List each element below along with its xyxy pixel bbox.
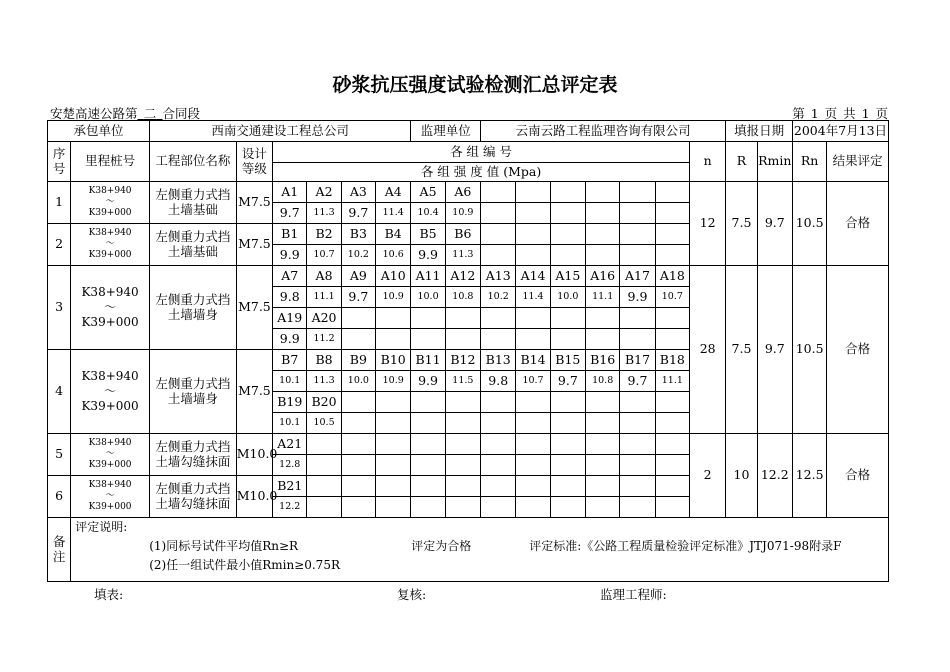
summary-n: 2 bbox=[689, 434, 725, 518]
row-location: 左侧重力式挡土墙勾缝抹面 bbox=[149, 476, 236, 518]
empty-cell bbox=[586, 224, 620, 245]
table-row bbox=[48, 182, 889, 203]
row-location: 左侧重力式挡土墙基础 bbox=[149, 182, 236, 224]
strength-value: 10.6 bbox=[376, 245, 411, 266]
group-id: A7 bbox=[273, 266, 307, 287]
empty-cell bbox=[550, 455, 585, 476]
empty-cell bbox=[341, 497, 375, 518]
group-id: B11 bbox=[411, 350, 445, 371]
contractor-value: 西南交通建设工程总公司 bbox=[149, 121, 410, 142]
empty-cell bbox=[620, 329, 655, 350]
col-n-header: n bbox=[689, 142, 725, 182]
empty-cell bbox=[655, 329, 689, 350]
empty-cell bbox=[411, 413, 445, 434]
empty-cell bbox=[445, 413, 480, 434]
strength-value: 11.1 bbox=[586, 287, 620, 308]
empty-cell bbox=[655, 455, 689, 476]
row-chainage: K38+940 ～ K39+000 bbox=[71, 266, 150, 350]
empty-cell bbox=[655, 245, 689, 266]
group-id: B13 bbox=[481, 350, 516, 371]
empty-cell bbox=[516, 329, 550, 350]
empty-cell bbox=[550, 476, 585, 497]
group-id: B9 bbox=[341, 350, 375, 371]
empty-cell bbox=[411, 497, 445, 518]
group-id: A2 bbox=[307, 182, 341, 203]
header-row-1 bbox=[48, 142, 889, 163]
col-r-header: R bbox=[726, 142, 757, 182]
row-seq: 3 bbox=[48, 266, 71, 350]
group-id: B4 bbox=[376, 224, 411, 245]
empty-cell bbox=[307, 455, 341, 476]
group-id: A8 bbox=[307, 266, 341, 287]
empty-cell bbox=[550, 497, 585, 518]
empty-cell bbox=[376, 329, 411, 350]
row-seq: 5 bbox=[48, 434, 71, 476]
info-row bbox=[48, 121, 889, 142]
empty-cell bbox=[586, 308, 620, 329]
row-grade: M7.5 bbox=[236, 224, 272, 266]
empty-cell bbox=[411, 455, 445, 476]
empty-cell bbox=[620, 434, 655, 455]
summary-rmin: 12.2 bbox=[757, 434, 792, 518]
remarks-body bbox=[71, 518, 889, 582]
empty-cell bbox=[481, 329, 516, 350]
group-id: A11 bbox=[411, 266, 445, 287]
strength-value: 9.7 bbox=[341, 203, 375, 224]
row-grade: M7.5 bbox=[236, 266, 272, 350]
empty-cell bbox=[376, 308, 411, 329]
group-id: A9 bbox=[341, 266, 375, 287]
empty-cell bbox=[516, 203, 550, 224]
group-id: B17 bbox=[620, 350, 655, 371]
col-rmin-header: Rmin bbox=[757, 142, 792, 182]
strength-value: 12.2 bbox=[273, 497, 307, 518]
empty-cell bbox=[376, 497, 411, 518]
empty-cell bbox=[445, 434, 480, 455]
empty-cell bbox=[655, 497, 689, 518]
strength-value: 10.8 bbox=[445, 287, 480, 308]
group-id: B21 bbox=[273, 476, 307, 497]
standard-reference: 评定标准:《公路工程质量检验评定标准》JTJ071-98附录F bbox=[529, 539, 842, 553]
table-row bbox=[48, 434, 889, 455]
strength-value: 9.8 bbox=[481, 371, 516, 392]
col-seq-header: 序号 bbox=[48, 142, 71, 182]
summary-n: 12 bbox=[689, 182, 725, 266]
row-chainage: K38+940 ～ K39+000 bbox=[71, 224, 150, 266]
group-id: A3 bbox=[341, 182, 375, 203]
supervisor-label: 监理单位 bbox=[411, 121, 481, 142]
empty-cell bbox=[655, 224, 689, 245]
strength-value: 9.7 bbox=[341, 287, 375, 308]
empty-cell bbox=[516, 413, 550, 434]
strength-value: 9.7 bbox=[273, 203, 307, 224]
empty-cell bbox=[411, 329, 445, 350]
empty-cell bbox=[586, 413, 620, 434]
empty-cell bbox=[481, 392, 516, 413]
group-id: B3 bbox=[341, 224, 375, 245]
section-number: _二_ bbox=[137, 106, 163, 121]
strength-value: 9.9 bbox=[273, 245, 307, 266]
empty-cell bbox=[376, 434, 411, 455]
summary-result: 合格 bbox=[827, 182, 889, 266]
strength-value: 10.7 bbox=[516, 371, 550, 392]
empty-cell bbox=[516, 392, 550, 413]
empty-cell bbox=[341, 329, 375, 350]
engineer-label: 监理工程师: bbox=[600, 587, 667, 602]
empty-cell bbox=[620, 182, 655, 203]
empty-cell bbox=[550, 329, 585, 350]
empty-cell bbox=[341, 392, 375, 413]
summary-rn: 12.5 bbox=[792, 434, 826, 518]
empty-cell bbox=[481, 245, 516, 266]
row-location: 左侧重力式挡土墙勾缝抹面 bbox=[149, 434, 236, 476]
empty-cell bbox=[411, 308, 445, 329]
strength-value: 10.8 bbox=[586, 371, 620, 392]
empty-cell bbox=[550, 182, 585, 203]
col-group-no-header: 各 组 编 号 bbox=[273, 142, 690, 163]
group-id: B12 bbox=[445, 350, 480, 371]
summary-r: 7.5 bbox=[726, 182, 757, 266]
empty-cell bbox=[445, 329, 480, 350]
group-id: A16 bbox=[586, 266, 620, 287]
empty-cell bbox=[445, 455, 480, 476]
group-id: A19 bbox=[273, 308, 307, 329]
group-id: B18 bbox=[655, 350, 689, 371]
group-id: A21 bbox=[273, 434, 307, 455]
group-id: A10 bbox=[376, 266, 411, 287]
strength-value: 9.9 bbox=[411, 245, 445, 266]
row-grade: M10.0 bbox=[236, 476, 272, 518]
group-id: B6 bbox=[445, 224, 480, 245]
strength-value: 10.9 bbox=[376, 287, 411, 308]
empty-cell bbox=[655, 476, 689, 497]
empty-cell bbox=[620, 497, 655, 518]
group-id: B8 bbox=[307, 350, 341, 371]
strength-value: 10.0 bbox=[411, 287, 445, 308]
row-chainage: K38+940 ～ K39+000 bbox=[71, 434, 150, 476]
empty-cell bbox=[445, 392, 480, 413]
empty-cell bbox=[620, 455, 655, 476]
empty-cell bbox=[481, 413, 516, 434]
empty-cell bbox=[550, 203, 585, 224]
empty-cell bbox=[481, 434, 516, 455]
group-id: B10 bbox=[376, 350, 411, 371]
strength-value: 10.7 bbox=[655, 287, 689, 308]
empty-cell bbox=[307, 497, 341, 518]
empty-cell bbox=[516, 497, 550, 518]
group-id: B15 bbox=[550, 350, 585, 371]
empty-cell bbox=[586, 182, 620, 203]
empty-cell bbox=[341, 476, 375, 497]
empty-cell bbox=[655, 392, 689, 413]
empty-cell bbox=[341, 413, 375, 434]
empty-cell bbox=[620, 203, 655, 224]
empty-cell bbox=[586, 203, 620, 224]
empty-cell bbox=[376, 455, 411, 476]
empty-cell bbox=[550, 224, 585, 245]
empty-cell bbox=[481, 224, 516, 245]
row-seq: 1 bbox=[48, 182, 71, 224]
empty-cell bbox=[655, 182, 689, 203]
group-id: B20 bbox=[307, 392, 341, 413]
empty-cell bbox=[586, 245, 620, 266]
strength-value: 10.0 bbox=[550, 287, 585, 308]
empty-cell bbox=[620, 224, 655, 245]
empty-cell bbox=[481, 497, 516, 518]
strength-value: 10.2 bbox=[481, 287, 516, 308]
empty-cell bbox=[481, 476, 516, 497]
group-id: B19 bbox=[273, 392, 307, 413]
group-id: A18 bbox=[655, 266, 689, 287]
empty-cell bbox=[655, 434, 689, 455]
reviewer-label: 复核: bbox=[397, 587, 427, 602]
summary-r: 7.5 bbox=[726, 266, 757, 434]
row-chainage: K38+940 ～ K39+000 bbox=[71, 182, 150, 224]
row-location: 左侧重力式挡土墙基础 bbox=[149, 224, 236, 266]
empty-cell bbox=[307, 434, 341, 455]
strength-value: 11.2 bbox=[307, 329, 341, 350]
empty-cell bbox=[655, 203, 689, 224]
strength-value: 10.1 bbox=[273, 371, 307, 392]
col-location-header: 工程部位名称 bbox=[149, 142, 236, 182]
row-chainage: K38+940 ～ K39+000 bbox=[71, 350, 150, 434]
empty-cell bbox=[516, 182, 550, 203]
strength-value: 11.1 bbox=[655, 371, 689, 392]
empty-cell bbox=[550, 308, 585, 329]
strength-value: 11.5 bbox=[445, 371, 480, 392]
remarks-row bbox=[48, 518, 889, 582]
empty-cell bbox=[586, 476, 620, 497]
empty-cell bbox=[620, 392, 655, 413]
strength-value: 10.9 bbox=[445, 203, 480, 224]
group-id: A15 bbox=[550, 266, 585, 287]
strength-value: 11.4 bbox=[376, 203, 411, 224]
strength-value: 11.3 bbox=[307, 371, 341, 392]
strength-value: 9.9 bbox=[273, 329, 307, 350]
summary-rn: 10.5 bbox=[792, 182, 826, 266]
row-location: 左侧重力式挡土墙墙身 bbox=[149, 266, 236, 350]
empty-cell bbox=[620, 476, 655, 497]
empty-cell bbox=[516, 455, 550, 476]
empty-cell bbox=[445, 497, 480, 518]
strength-value: 10.5 bbox=[307, 413, 341, 434]
row-seq: 6 bbox=[48, 476, 71, 518]
empty-cell bbox=[586, 329, 620, 350]
empty-cell bbox=[586, 434, 620, 455]
empty-cell bbox=[376, 392, 411, 413]
empty-cell bbox=[655, 308, 689, 329]
remarks-label: 备注 bbox=[48, 518, 71, 582]
col-grade-header: 设计等级 bbox=[236, 142, 272, 182]
col-rn-header: Rn bbox=[792, 142, 826, 182]
group-id: A14 bbox=[516, 266, 550, 287]
col-strength-header: 各 组 强 度 值 (Mpa) bbox=[273, 163, 690, 182]
summary-result: 合格 bbox=[827, 434, 889, 518]
strength-value: 10.9 bbox=[376, 371, 411, 392]
row-seq: 2 bbox=[48, 224, 71, 266]
page-info: 第 1 页 共 1 页 bbox=[792, 106, 888, 121]
strength-value: 9.7 bbox=[550, 371, 585, 392]
strength-value: 9.7 bbox=[620, 371, 655, 392]
group-id: B5 bbox=[411, 224, 445, 245]
row-location: 左侧重力式挡土墙墙身 bbox=[149, 350, 236, 434]
group-id: A13 bbox=[481, 266, 516, 287]
strength-value: 10.7 bbox=[307, 245, 341, 266]
empty-cell bbox=[481, 203, 516, 224]
contractor-label: 承包单位 bbox=[48, 121, 150, 142]
strength-value: 9.9 bbox=[620, 287, 655, 308]
row-grade: M7.5 bbox=[236, 182, 272, 224]
strength-value: 12.8 bbox=[273, 455, 307, 476]
row-grade: M7.5 bbox=[236, 350, 272, 434]
group-id: A12 bbox=[445, 266, 480, 287]
empty-cell bbox=[550, 392, 585, 413]
col-result-header: 结果评定 bbox=[827, 142, 889, 182]
strength-value: 9.9 bbox=[411, 371, 445, 392]
empty-cell bbox=[481, 455, 516, 476]
empty-cell bbox=[341, 434, 375, 455]
empty-cell bbox=[411, 392, 445, 413]
empty-cell bbox=[481, 308, 516, 329]
group-id: A1 bbox=[273, 182, 307, 203]
empty-cell bbox=[516, 434, 550, 455]
summary-r: 10 bbox=[726, 434, 757, 518]
summary-rn: 10.5 bbox=[792, 266, 826, 434]
empty-cell bbox=[445, 308, 480, 329]
empty-cell bbox=[307, 476, 341, 497]
row-seq: 4 bbox=[48, 350, 71, 434]
strength-value: 10.2 bbox=[341, 245, 375, 266]
rule-1: (1)同标号试件平均值Rn≥R bbox=[149, 539, 299, 553]
summary-table bbox=[47, 120, 889, 582]
rule-2: (2)任一组试件最小值Rmin≥0.75R bbox=[149, 558, 340, 572]
empty-cell bbox=[655, 413, 689, 434]
date-label: 填报日期 bbox=[726, 121, 793, 142]
empty-cell bbox=[341, 308, 375, 329]
empty-cell bbox=[620, 413, 655, 434]
table-row bbox=[48, 266, 889, 287]
empty-cell bbox=[516, 224, 550, 245]
summary-n: 28 bbox=[689, 266, 725, 434]
verdict: 评定为合格 bbox=[411, 539, 472, 553]
group-id: A17 bbox=[620, 266, 655, 287]
strength-value: 11.3 bbox=[307, 203, 341, 224]
empty-cell bbox=[516, 476, 550, 497]
remarks-heading: 评定说明: bbox=[75, 520, 128, 534]
empty-cell bbox=[411, 434, 445, 455]
summary-rmin: 9.7 bbox=[757, 266, 792, 434]
empty-cell bbox=[550, 413, 585, 434]
strength-value: 11.4 bbox=[516, 287, 550, 308]
strength-value: 9.8 bbox=[273, 287, 307, 308]
date-value: 2004年7月13日 bbox=[792, 121, 888, 142]
empty-cell bbox=[550, 245, 585, 266]
empty-cell bbox=[376, 476, 411, 497]
page-title: 砂浆抗压强度试验检测汇总评定表 bbox=[332, 74, 618, 96]
strength-value: 11.1 bbox=[307, 287, 341, 308]
project-name: 安楚高速公路第_二_合同段 bbox=[50, 106, 201, 121]
empty-cell bbox=[411, 476, 445, 497]
group-id: B2 bbox=[307, 224, 341, 245]
empty-cell bbox=[586, 392, 620, 413]
summary-rmin: 9.7 bbox=[757, 182, 792, 266]
group-id: A6 bbox=[445, 182, 480, 203]
empty-cell bbox=[341, 455, 375, 476]
strength-value: 10.0 bbox=[341, 371, 375, 392]
group-id: A20 bbox=[307, 308, 341, 329]
strength-value: 10.4 bbox=[411, 203, 445, 224]
group-id: B14 bbox=[516, 350, 550, 371]
summary-result: 合格 bbox=[827, 266, 889, 434]
group-id: A4 bbox=[376, 182, 411, 203]
empty-cell bbox=[516, 308, 550, 329]
group-id: B1 bbox=[273, 224, 307, 245]
supervisor-value: 云南云路工程监理咨询有限公司 bbox=[481, 121, 726, 142]
empty-cell bbox=[586, 455, 620, 476]
empty-cell bbox=[586, 497, 620, 518]
group-id: A5 bbox=[411, 182, 445, 203]
strength-value: 11.3 bbox=[445, 245, 480, 266]
col-chainage-header: 里程桩号 bbox=[71, 142, 150, 182]
row-grade: M10.0 bbox=[236, 434, 272, 476]
empty-cell bbox=[376, 413, 411, 434]
empty-cell bbox=[516, 245, 550, 266]
empty-cell bbox=[620, 245, 655, 266]
filler-label: 填表: bbox=[94, 587, 124, 602]
group-id: B16 bbox=[586, 350, 620, 371]
empty-cell bbox=[445, 476, 480, 497]
empty-cell bbox=[620, 308, 655, 329]
empty-cell bbox=[550, 434, 585, 455]
empty-cell bbox=[481, 182, 516, 203]
group-id: B7 bbox=[273, 350, 307, 371]
strength-value: 10.1 bbox=[273, 413, 307, 434]
row-chainage: K38+940 ～ K39+000 bbox=[71, 476, 150, 518]
